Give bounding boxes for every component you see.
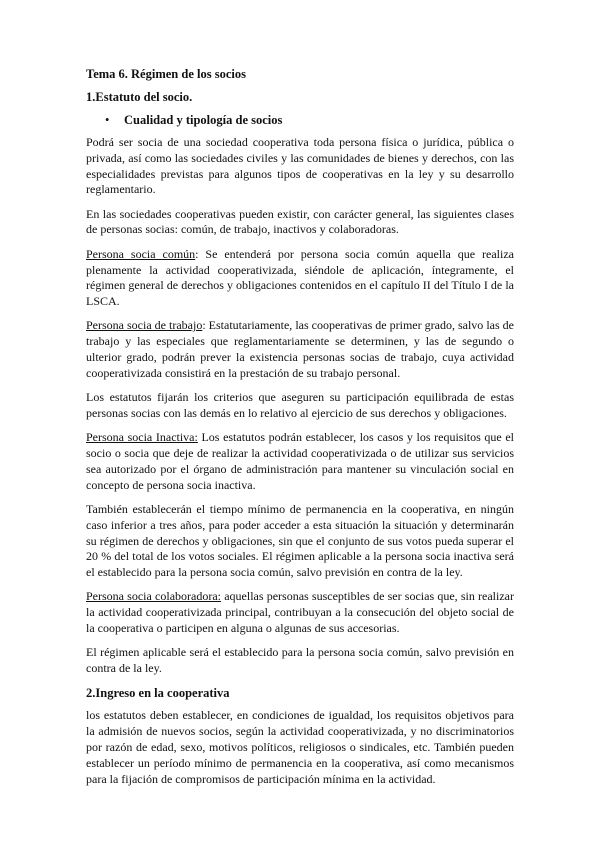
- paragraph-criterios: Los estatutos fijarán los criterios que aseguren su participación equilibrada de estas personas socias con las demás en lo relativo al ejercicio de sus derechos y obligaciones.: [86, 390, 514, 420]
- paragraph-socia-colaboradora: [86, 589, 514, 636]
- bullet-heading: [86, 112, 514, 128]
- paragraph-socia-comun: [86, 247, 514, 310]
- paragraph-clases: En las sociedades cooperativas pueden existir, con carácter general, las siguientes clases de personas socias: común, de trabajo, inactivos y colaboradoras.: [86, 206, 514, 237]
- paragraph-socia-inactiva: [86, 430, 514, 493]
- term-socia-colaboradora: Persona socia colaboradora:: [86, 589, 222, 604]
- document-body: [86, 66, 514, 796]
- definition-socia-trabajo: : Estatutariamente, las cooperativas de primer grado, salvo las de trabajo y las especiales que reglamentariamente se determinen, y las de segundo o ulterior grado, podrán prever la existencia personas socias de trabajo, cuya actividad cooperativizada consistirá en la prestación de su trabajo personal.: [86, 318, 514, 380]
- paragraph-socios: Podrá ser socia de una sociedad cooperativa toda persona física o jurídica, pública o privada, así como las sociedades civiles y las comunidades de bienes y derechos, con las especialidades previstas para algunos tipos de cooperativas en la ley y su desarrollo reglamentario.: [86, 135, 514, 197]
- definition-socia-comun: : Se entenderá por persona socia común aquella que realiza plenamente la actividad cooperativizada, siéndole de aplicación, íntegramente, el régimen general de derechos y obligaciones contenidos en el capítulo II del Título I de la LSCA.: [86, 246, 514, 309]
- bullet-icon: •: [105, 113, 110, 127]
- section-heading-ingreso: 2.Ingreso en la cooperativa: [86, 686, 230, 701]
- paragraph-socia-trabajo: [86, 318, 514, 381]
- section-heading-estatuto: 1.Estatuto del socio.: [86, 90, 193, 104]
- definition-socia-colaboradora: aquellas personas susceptibles de ser socias que, sin realizar la actividad cooperativizada principal, contribuyan a la consecución del objeto social de la cooperativa o participen en alguna o algunas de sus accesorias.: [86, 589, 515, 636]
- definition-socia-inactiva: Los estatutos podrán establecer, los casos y los requisitos que el socio o socia que deje de realizar la actividad cooperativizada o de utilizar sus servicios sea autorizado por el órgano de administración para mantener su vinculación social en concepto de persona socia inactiva.: [86, 430, 514, 492]
- document-title: Tema 6. Régimen de los socios: [86, 67, 246, 81]
- term-socia-comun: Persona socia común: [86, 246, 196, 261]
- term-socia-trabajo: Persona socia de trabajo: [86, 318, 203, 333]
- bullet-heading-text: Cualidad y tipología de socios: [124, 113, 283, 127]
- paragraph-ingreso: los estatutos deben establecer, en condiciones de igualdad, los requisitos objetivos para la admisión de nuevos socios, según la actividad cooperativizada, y no discriminatorios por razón de edad, sexo, motivos políticos, religiosos o sindicales, etc. También pueden establecer un período mínimo de permanencia en la cooperativa, así como mecanismos para la fijación de compromisos de participación mínima en la actividad.: [86, 708, 514, 786]
- paragraph-regimen-aplicable: El régimen aplicable será el establecido para la persona socia común, salvo previsión en contra de la ley.: [86, 645, 514, 676]
- paragraph-permanencia: También establecerán el tiempo mínimo de permanencia en la cooperativa, en ningún caso inferior a tres años, para poder acceder a esta situación la situación y determinarán su régimen de derechos y obligaciones, sin que el conjunto de sus votos pueda superar el 20 % del total de los votos sociales. El régimen aplicable a la persona socia inactiva será el establecido para la persona socia común, salvo previsión en contra de la ley.: [86, 501, 514, 580]
- term-socia-inactiva: Persona socia Inactiva:: [86, 430, 198, 445]
